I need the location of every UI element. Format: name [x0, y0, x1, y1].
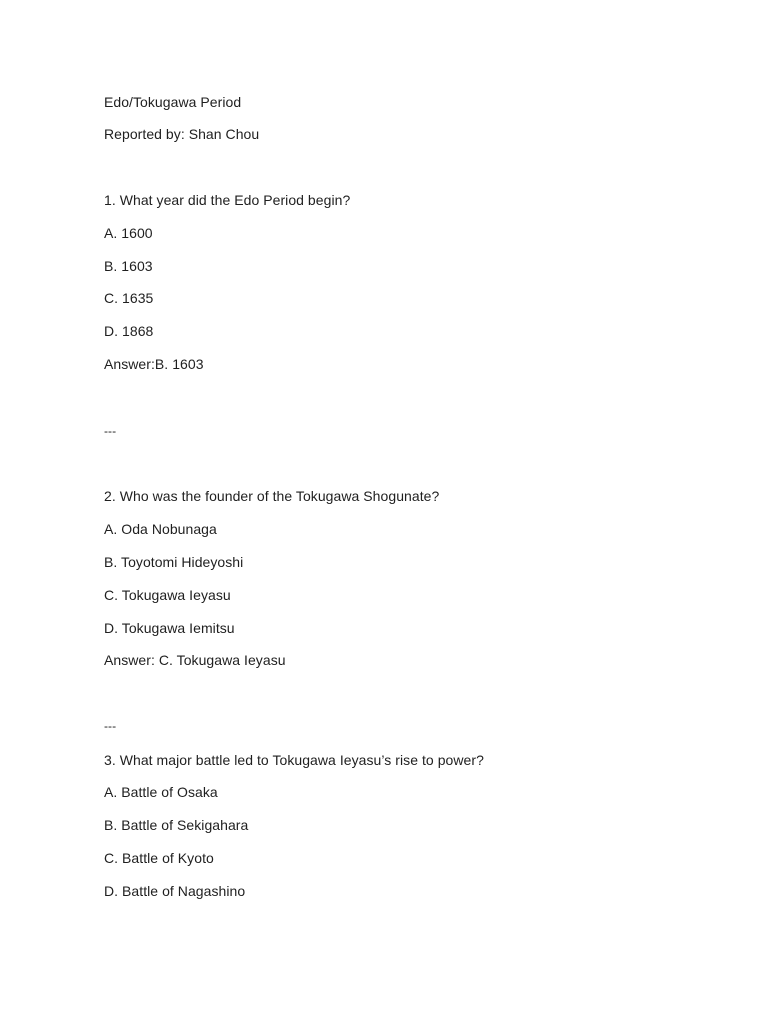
- reporter-line: Reported by: Shan Chou: [104, 126, 260, 142]
- question-3-option-c: C. Battle of Kyoto: [104, 850, 214, 866]
- question-2-option-d: D. Tokugawa Iemitsu: [104, 620, 235, 636]
- question-2-option-c: C. Tokugawa Ieyasu: [104, 587, 231, 603]
- question-3-option-d: D. Battle of Nagashino: [104, 883, 246, 899]
- question-3-option-a: A. Battle of Osaka: [104, 784, 218, 800]
- question-1: 1. What year did the Edo Period begin?: [104, 192, 351, 208]
- document-title: Edo/Tokugawa Period: [104, 94, 242, 110]
- question-2-option-b: B. Toyotomi Hideyoshi: [104, 554, 244, 570]
- section-separator: ---: [104, 424, 117, 438]
- section-separator: ---: [104, 719, 117, 733]
- question-1-option-b: B. 1603: [104, 258, 153, 274]
- question-3-option-b: B. Battle of Sekigahara: [104, 817, 249, 833]
- question-2: 2. Who was the founder of the Tokugawa Shogunate?: [104, 488, 440, 504]
- question-1-option-d: D. 1868: [104, 323, 154, 339]
- question-2-option-a: A. Oda Nobunaga: [104, 521, 217, 537]
- question-2-answer: Answer: C. Tokugawa Ieyasu: [104, 652, 286, 668]
- question-1-option-a: A. 1600: [104, 225, 153, 241]
- question-1-option-c: C. 1635: [104, 290, 154, 306]
- question-3: 3. What major battle led to Tokugawa Ieyasu’s rise to power?: [104, 752, 484, 768]
- question-1-answer: Answer:B. 1603: [104, 356, 204, 372]
